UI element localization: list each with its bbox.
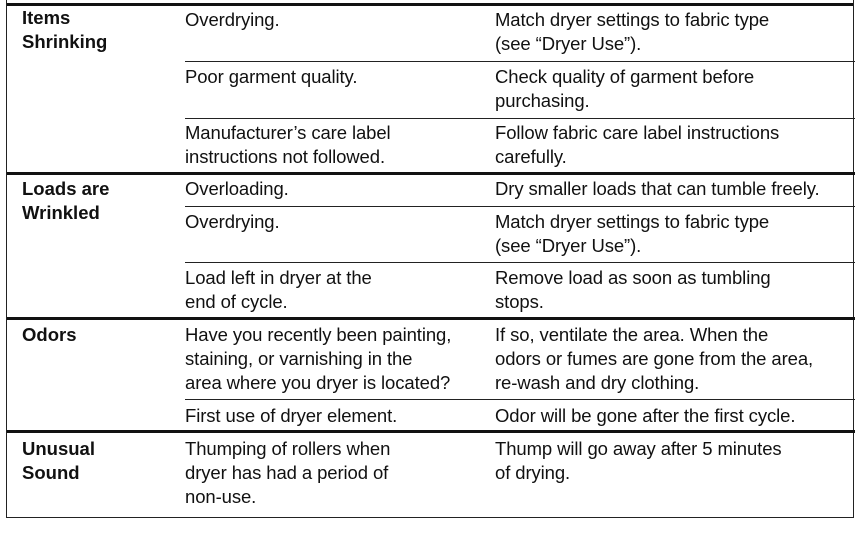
solution-text: Match dryer settings to fabric type (see “Dryer Use”). — [495, 9, 770, 54]
row-divider — [185, 61, 855, 62]
problem-label: Items Shrinking — [22, 7, 108, 52]
solution-text: Match dryer settings to fabric type (see “Dryer Use”). — [495, 211, 770, 256]
troubleshooting-table — [6, 0, 854, 518]
solution-text: Remove load as soon as tumbling stops. — [495, 267, 771, 312]
cause-text: Overdrying. — [185, 9, 280, 30]
row-divider — [185, 262, 855, 263]
cause-text: Have you recently been painting, staining, or varnishing in the area where you dryer is located? — [185, 324, 452, 393]
problem-label: Odors — [22, 324, 77, 345]
row-divider — [185, 118, 855, 119]
solution-text: Thump will go away after 5 minutes of drying. — [495, 438, 782, 483]
problem-label: Loads are Wrinkled — [22, 178, 110, 223]
cause-text: Manufacturer’s care label instructions not followed. — [185, 122, 391, 167]
group-divider — [7, 430, 855, 433]
solution-text: Odor will be gone after the first cycle. — [495, 405, 796, 426]
cause-text: Poor garment quality. — [185, 66, 358, 87]
cause-text: Overdrying. — [185, 211, 280, 232]
group-divider — [7, 317, 855, 320]
solution-text: If so, ventilate the area. When the odors or fumes are gone from the area, re-wash and dry clothing. — [495, 324, 814, 393]
cause-text: Load left in dryer at the end of cycle. — [185, 267, 372, 312]
row-divider — [185, 206, 855, 207]
cause-text: Overloading. — [185, 178, 289, 199]
row-divider — [185, 399, 855, 400]
solution-text: Dry smaller loads that can tumble freely. — [495, 178, 820, 199]
cause-text: Thumping of rollers when dryer has had a period of non-use. — [185, 438, 391, 507]
solution-text: Follow fabric care label instructions carefully. — [495, 122, 780, 167]
solution-text: Check quality of garment before purchasing. — [495, 66, 755, 111]
problem-label: Unusual Sound — [22, 438, 95, 483]
cause-text: First use of dryer element. — [185, 405, 398, 426]
group-divider — [7, 172, 855, 175]
